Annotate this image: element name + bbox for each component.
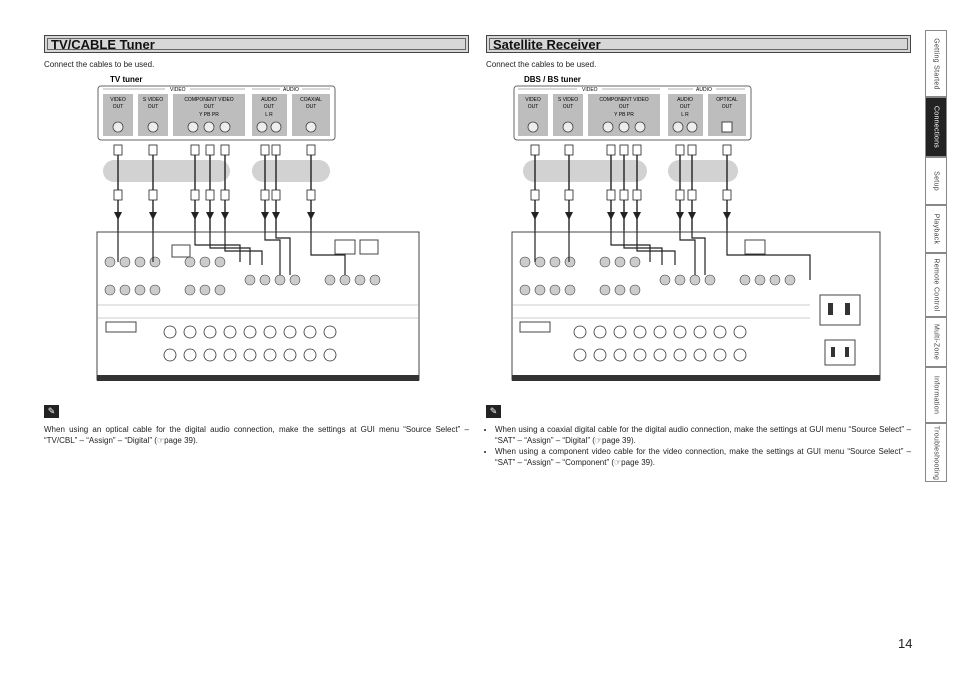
port-label: COMPONENT VIDEO — [184, 97, 234, 103]
port-sub: L R — [681, 112, 689, 118]
port-label: OUT — [721, 104, 733, 110]
port-label: AUDIO — [261, 97, 277, 103]
port-label: COMPONENT VIDEO — [599, 97, 649, 103]
port-sub: L R — [265, 112, 273, 118]
tab-information[interactable]: Information — [925, 367, 947, 423]
video-group-label: VIDEO — [582, 87, 598, 93]
port-label: AUDIO — [677, 97, 693, 103]
port-label: S VIDEO — [142, 97, 164, 103]
port-label: COAXIAL — [300, 97, 322, 103]
port-label: OUT — [263, 104, 275, 110]
audio-group-label: AUDIO — [283, 87, 299, 93]
port-label: VIDEO — [110, 97, 126, 103]
tab-playback[interactable]: Playback — [925, 205, 947, 253]
video-group-label: VIDEO — [170, 87, 186, 93]
port-label: OUT — [527, 104, 539, 110]
port-label: OUT — [147, 104, 159, 110]
chapter-tabs — [925, 30, 947, 482]
intro-text: Connect the cables to be used. — [44, 60, 155, 69]
port-label: VIDEO — [525, 97, 541, 103]
port-label: OUT — [305, 104, 317, 110]
port-label: OUT — [562, 104, 574, 110]
tab-connections[interactable]: Connections — [925, 97, 947, 157]
tab-remote-control[interactable]: Remote Control — [925, 253, 947, 317]
audio-group-label: AUDIO — [696, 87, 712, 93]
tab-setup[interactable]: Setup — [925, 157, 947, 205]
pencil-note-icon: ✎ — [486, 405, 501, 418]
port-label: OUT — [112, 104, 124, 110]
port-label: OUT — [203, 104, 215, 110]
port-sub: Y PB PR — [199, 112, 219, 118]
tab-troubleshooting[interactable]: Troubleshooting — [925, 423, 947, 482]
tab-multi-zone[interactable]: Multi-Zone — [925, 317, 947, 367]
port-label: OUT — [679, 104, 691, 110]
note-item: • When using a component video cable for the video connection, make the settings at GUI menu “Source Select” – “SAT” – “Assign” – “Component” (☞page 39). — [495, 446, 911, 468]
port-sub: Y PB PR — [614, 112, 634, 118]
intro-text: Connect the cables to be used. — [486, 60, 597, 69]
pencil-note-icon: ✎ — [44, 405, 59, 418]
port-label: OUT — [618, 104, 630, 110]
tab-getting-started[interactable]: Getting Started — [925, 30, 947, 97]
page-number: 14 — [898, 636, 913, 651]
device-label: DBS / BS tuner — [524, 75, 581, 84]
port-label: S VIDEO — [557, 97, 579, 103]
section-title: Satellite Receiver — [493, 37, 601, 52]
note-list — [486, 424, 911, 468]
device-label: TV tuner — [110, 75, 143, 84]
note-item: • When using a coaxial digital cable for the digital audio connection, make the settings at GUI menu “Source Select” – “SAT” – “Assign” – “Digital” (☞page 39). — [495, 424, 911, 446]
section-title: TV/CABLE Tuner — [51, 37, 155, 52]
note-text: When using an optical cable for the digital audio connection, make the settings at GUI menu “Source Select” – “TV/CBL” – “Assign” – “Digital” (☞page 39). — [44, 425, 469, 445]
port-label: OPTICAL — [716, 97, 738, 103]
